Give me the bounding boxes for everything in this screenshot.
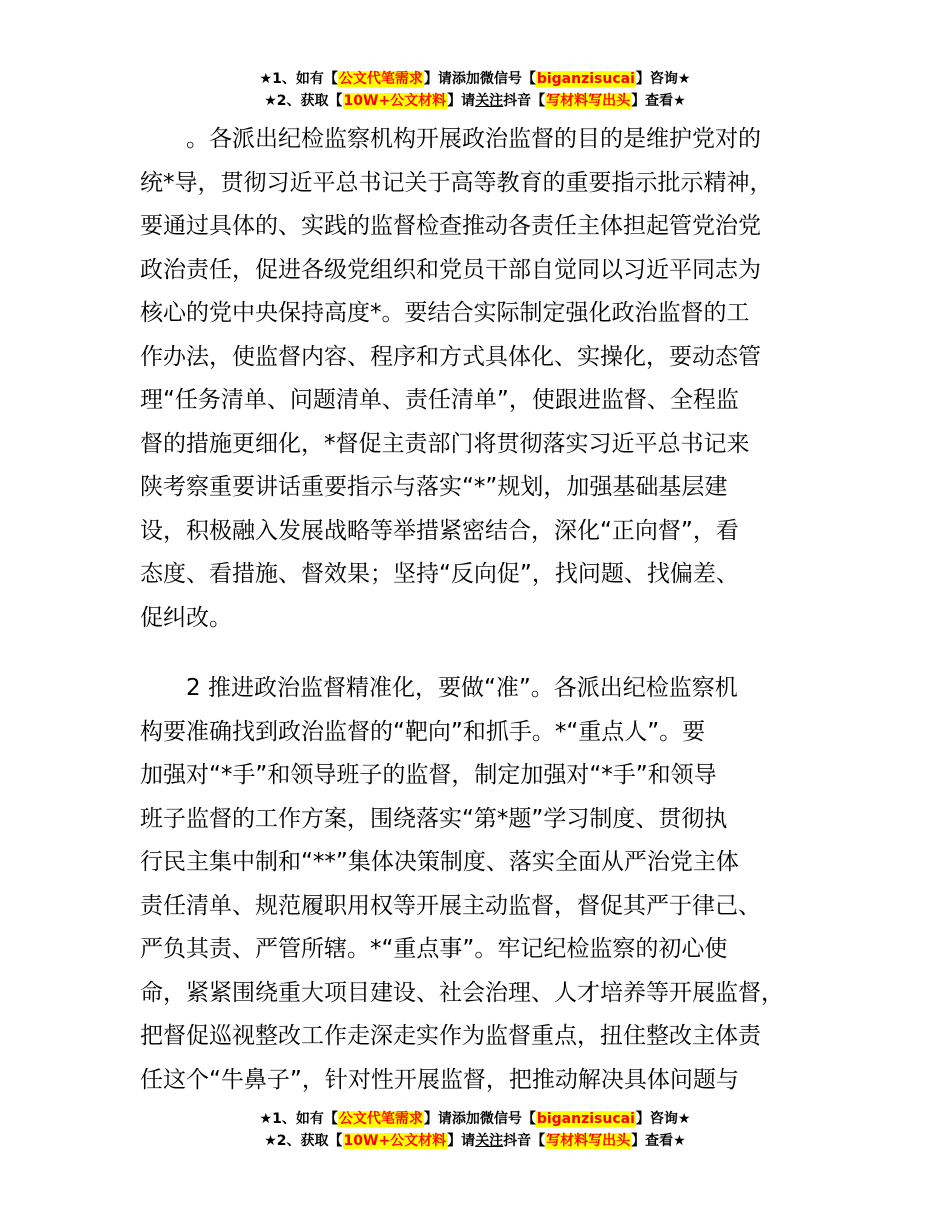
banner-text: ★1、如有【 [259, 1111, 338, 1127]
text-line: 设，积极融入发展战略等举措紧密结合，深化“正向督”，看 [140, 517, 739, 544]
banner-text: ★1、如有【 [259, 71, 338, 87]
banner-text: 】请 [447, 1133, 476, 1149]
highlight-service: 公文代笔需求 [338, 1111, 423, 1127]
text-line: 督的措施更细化，*督促主责部门将贯彻落实习近平总书记来 [140, 430, 750, 457]
banner-line-1 [0, 68, 950, 90]
highlight-douyin: 写材料写出头 [546, 1133, 631, 1149]
banner-text: 】咨询★ [635, 1111, 691, 1127]
text-line: 构要准确找到政治监督的“靶向”和抓手。*“重点人”。要 [140, 718, 706, 745]
banner-text: 】请添加微信号【 [423, 71, 536, 87]
highlight-douyin: 写材料写出头 [546, 93, 631, 109]
banner-line-2 [0, 90, 950, 112]
footer-banner [0, 1108, 950, 1152]
banner-text: 抖音【 [503, 93, 546, 109]
highlight-wechat-id: biganzisucai [536, 1111, 635, 1127]
text-line: 作办法，使监督内容、程序和方式具体化、实操化，要动态管 [140, 343, 761, 370]
header-banner [0, 68, 950, 112]
text-line: 行民主集中制和“**”集体决策制度、落实全面从严治党主体 [140, 849, 739, 875]
text-line: 把督促巡视整改工作走深走实作为监督重点，扭住整改主体责 [140, 1023, 761, 1049]
text-line: 促纠改。 [140, 604, 232, 631]
banner-text: 】查看★ [631, 1133, 686, 1149]
text-line: 态度、看措施、督效果；坚持“反向促”，找问题、找偏差、 [140, 561, 739, 587]
paragraph-2 [140, 667, 840, 1102]
banner-text: ★2、获取【 [264, 1133, 343, 1149]
text-line: 任这个“牛鼻子”，针对性开展监督，把推动解决具体问题与 [140, 1066, 739, 1093]
banner-text: 】请 [447, 93, 476, 109]
highlight-materials: 10W+公文材料 [343, 93, 447, 109]
highlight-materials: 10W+公文材料 [343, 1133, 447, 1149]
text-line: 严负其责、严管所辖。*“重点事”。牢记纪检监察的初心使 [140, 936, 728, 962]
document-body [140, 118, 840, 1102]
text-line: 政治责任，促进各级党组织和党员干部自觉同以习近平同志为 [140, 256, 761, 283]
text-line: 核心的党中央保持高度*。要结合实际制定强化政治监督的工 [140, 300, 750, 326]
text-line: 。各派出纪检监察机构开展政治监督的目的是维护党对的 [186, 126, 761, 152]
highlight-service: 公文代笔需求 [338, 71, 423, 87]
highlight-wechat-id: biganzisucai [536, 71, 635, 87]
text-line: 命，紧紧围绕重大项目建设、社会治理、人才培养等开展监督， [140, 979, 784, 1006]
text-line: 班子监督的工作方案，围绕落实“第*题”学习制度、贯彻执 [140, 805, 728, 832]
banner-text: 抖音【 [503, 1133, 546, 1149]
text-line: 2 推进政治监督精准化，要做“准”。各派出纪检监察机 [186, 675, 738, 701]
text-line: 理“任务清单、问题清单、责任清单”，使跟进监督、全程监 [140, 387, 739, 413]
banner-text: 】查看★ [631, 93, 686, 109]
text-line: 陕考察重要讲话重要指示与落实“*”规划，加强基础基层建 [140, 474, 728, 500]
banner-line-2 [0, 1130, 950, 1152]
text-line: 加强对“*手”和领导班子的监督，制定加强对“*手”和领导 [140, 762, 717, 788]
underlined-follow: 关注 [475, 93, 504, 109]
paragraph-1 [140, 118, 840, 640]
paragraph-gap [140, 640, 840, 667]
banner-text: 】请添加微信号【 [423, 1111, 536, 1127]
text-line: 责任清单、规范履职用权等开展主动监督，督促其严于律己、 [140, 892, 761, 919]
text-line: 统*导，贯彻习近平总书记关于高等教育的重要指示批示精神， [140, 169, 773, 196]
underlined-follow: 关注 [475, 1133, 504, 1149]
text-line: 要通过具体的、实践的监督检查推动各责任主体担起管党治党 [140, 213, 761, 239]
banner-line-1 [0, 1108, 950, 1130]
banner-text: ★2、获取【 [264, 93, 343, 109]
banner-text: 】咨询★ [635, 71, 691, 87]
